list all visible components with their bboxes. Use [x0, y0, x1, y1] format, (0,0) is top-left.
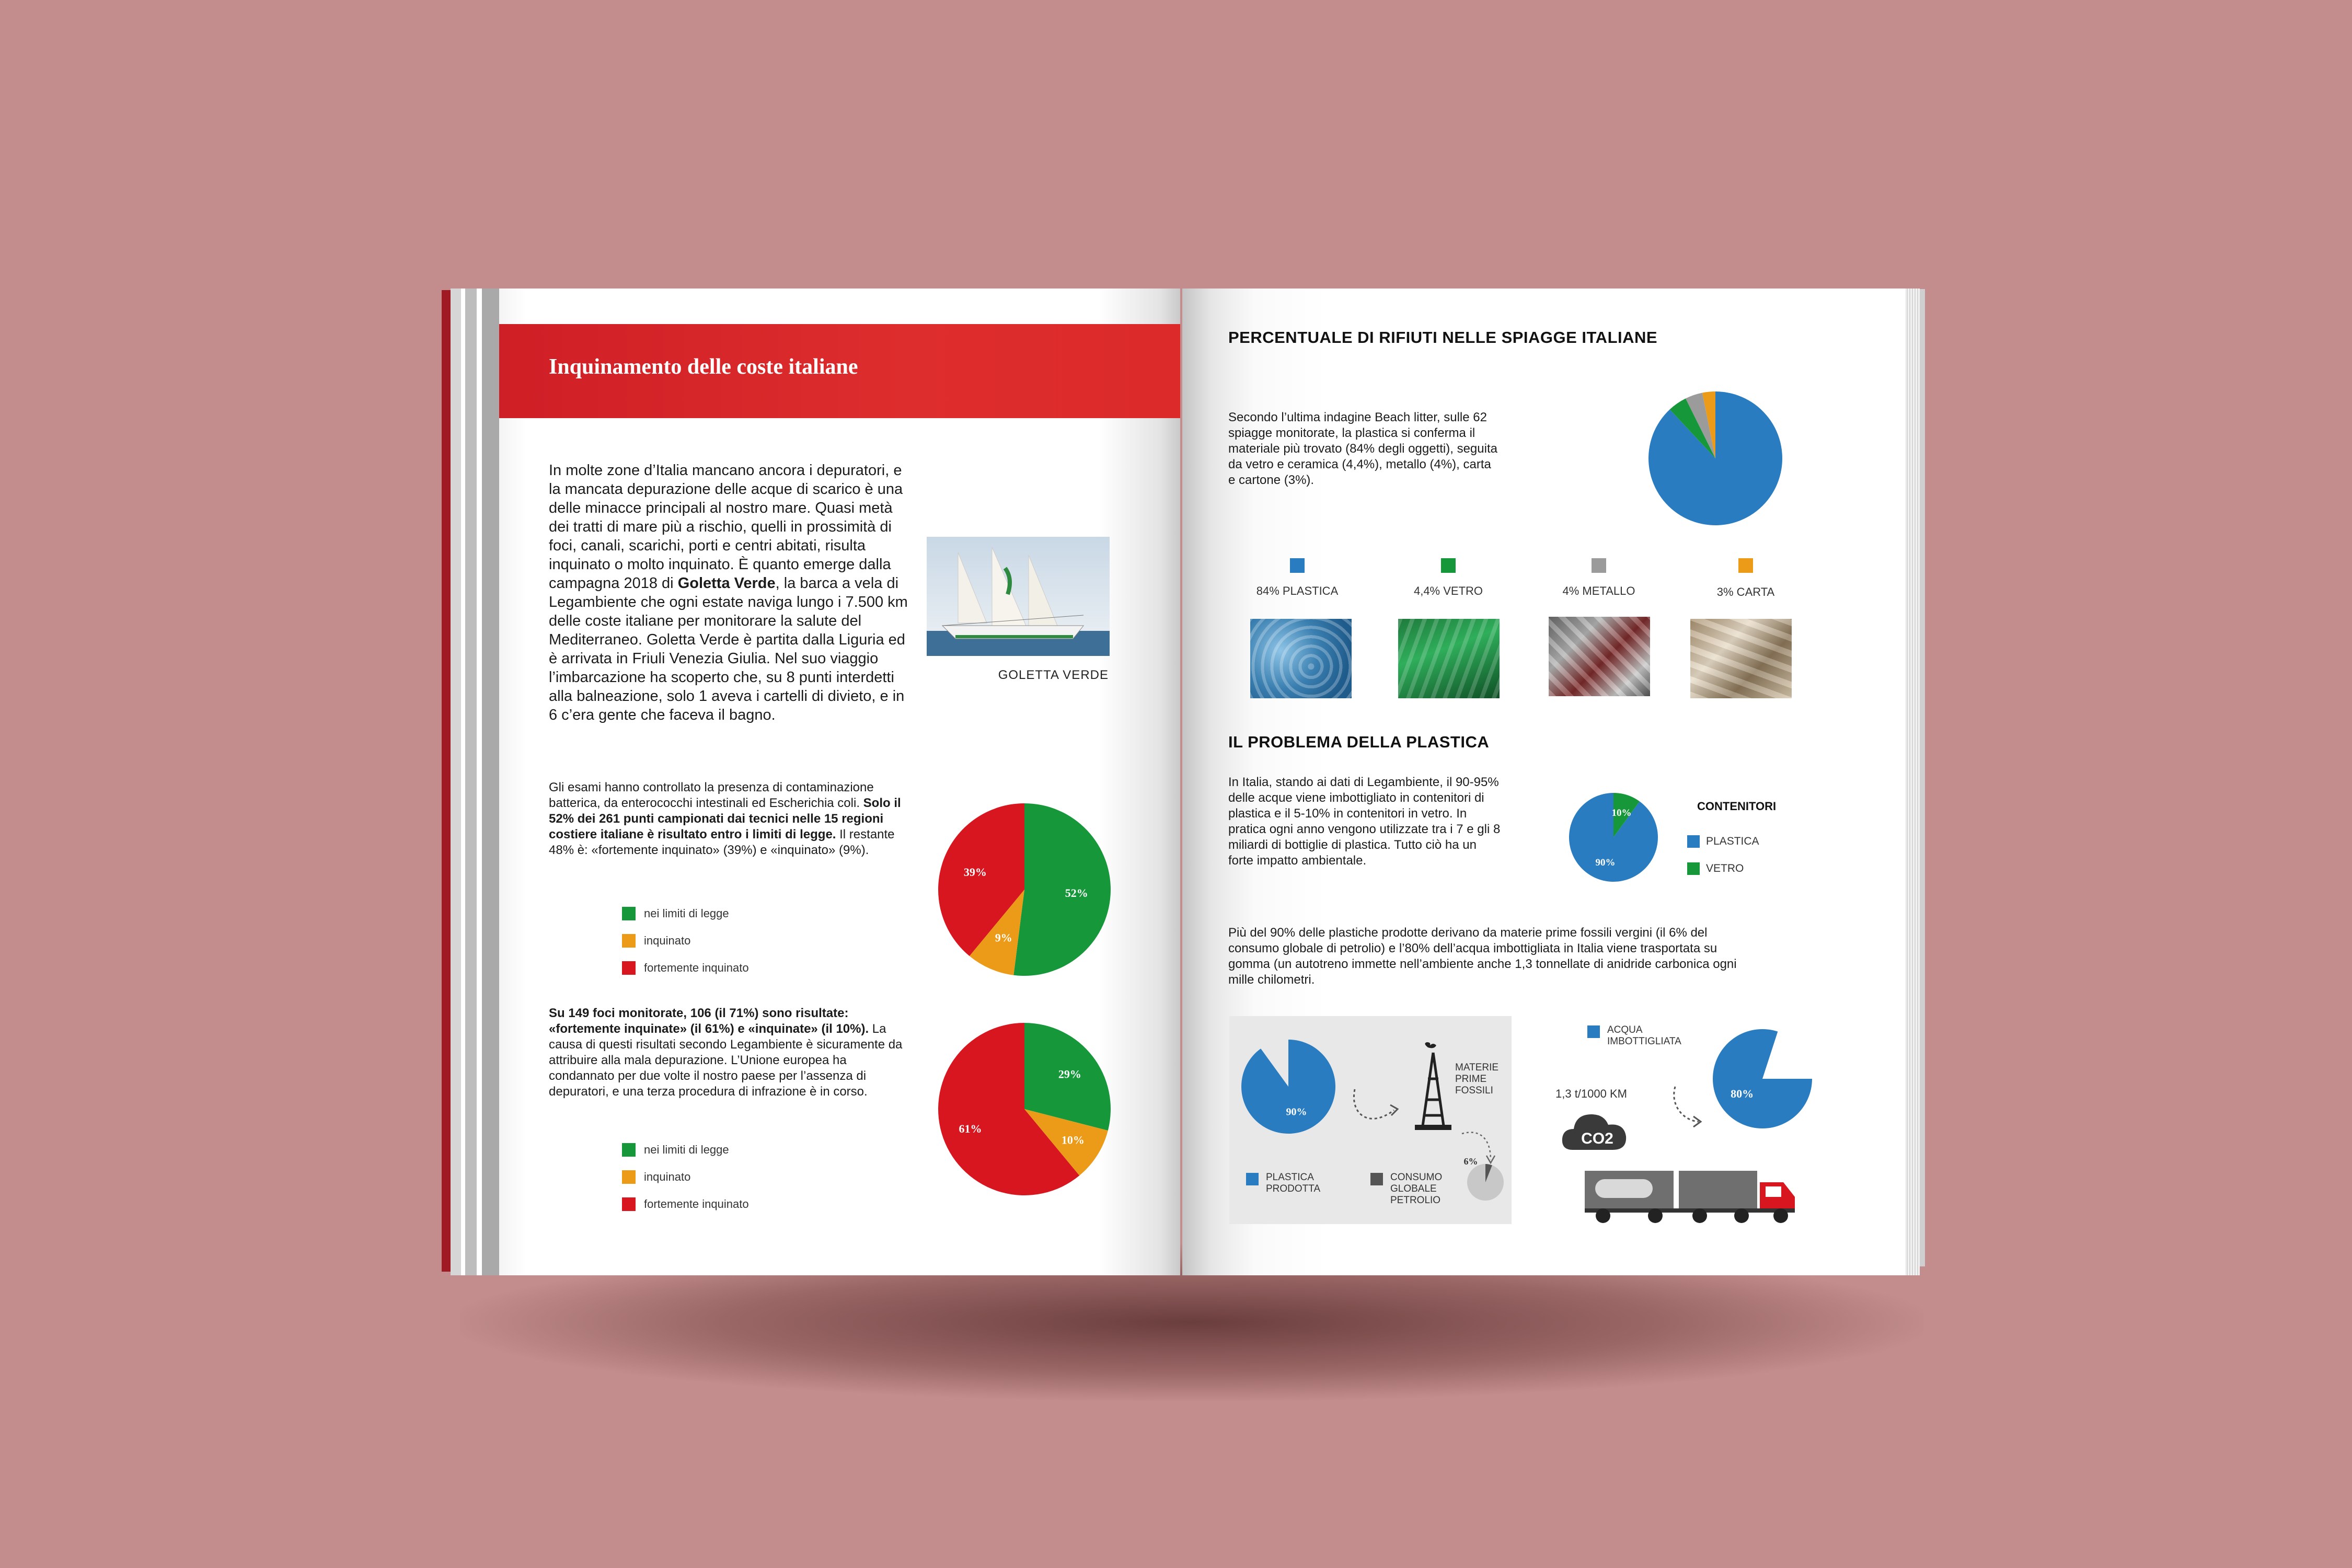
carta-photo — [1690, 619, 1792, 698]
pie-label: 29% — [1058, 1067, 1081, 1081]
curved-arrow-icon — [1350, 1084, 1402, 1131]
pie3-slices — [1569, 793, 1658, 882]
oil-derrick-icon — [1412, 1042, 1454, 1131]
pie-label: 52% — [1065, 886, 1088, 900]
pie-chart-acqua — [1710, 1027, 1815, 1131]
plastica-prodotta-label: PLASTICA PRODOTTA — [1266, 1172, 1321, 1194]
vetro-swatch-small — [1687, 862, 1700, 875]
intro-paragraph — [549, 461, 909, 724]
carta-swatch — [1738, 558, 1753, 573]
red-swatch — [622, 961, 636, 975]
pie4-slices — [1241, 1040, 1335, 1134]
intro-bold: Goletta Verde — [677, 575, 776, 592]
pie-label: 61% — [959, 1122, 982, 1135]
intro-text-a: In molte zone d’Italia mancano ancora i depuratori, e la mancata depurazione delle acque di scarico è una delle minacce principali al nostro mare. Quasi metà dei tratti di mare più a rischio, quelli in prossimità di foci, canali, scarichi, porti e centri abitati, risulta inquinato o molto inquinato. È quanto emerge dalla campagna 2018 di — [549, 462, 903, 592]
co2-rate-label: 1,3 t/1000 KM — [1555, 1087, 1627, 1100]
bacteria-bold: Solo il 52% dei 261 punti campionati dai tecnici nelle 15 regioni costiere italiane è risultato entro i limiti di legge. — [549, 796, 901, 841]
pie-chart-foci — [936, 1020, 1113, 1198]
pie-label: 10% — [1611, 808, 1632, 819]
consumo-label: CONSUMO GLOBALE PETROLIO — [1390, 1172, 1443, 1206]
metallo-photo — [1549, 617, 1650, 696]
infographic-box-left — [1229, 1016, 1512, 1224]
legend-foci — [622, 1136, 749, 1218]
pie1-slices — [938, 1023, 1111, 1195]
vetro-swatch — [1441, 558, 1456, 573]
legend-label: inquinato — [644, 1170, 691, 1183]
pie-slice-acqua-imbottigliata — [1713, 1029, 1812, 1128]
co2-text: CO2 — [1581, 1130, 1613, 1147]
pie5-labels — [1464, 1156, 1478, 1167]
title-banner — [499, 324, 1180, 418]
sailboat-image — [927, 537, 1110, 656]
plastica-texture — [1250, 619, 1352, 698]
curved-arrow-icon — [1667, 1084, 1709, 1131]
vetro-label: 4,4% VETRO — [1413, 584, 1483, 597]
contenitori-plastica-label: PLASTICA — [1706, 835, 1759, 847]
pie-label: 90% — [1595, 857, 1616, 869]
contenitori-vetro-label: VETRO — [1706, 862, 1744, 874]
legend-label: nei limiti di legge — [644, 907, 729, 920]
pie-chart-rifiuti — [1645, 388, 1786, 529]
legend-item — [622, 1163, 749, 1191]
acqua-swatch — [1587, 1025, 1600, 1038]
acqua-label: ACQUA IMBOTTIGLIATA — [1607, 1024, 1681, 1047]
foci-bold: Su 149 foci monitorate, 106 (il 71%) sono risultate: «fortemente inquinate» (il 61%) e «inquinate» (il 10%). — [549, 1006, 869, 1036]
contenitori-title: CONTENITORI — [1697, 800, 1777, 813]
gray-stripes — [461, 289, 499, 1275]
pie-label: 80% — [1731, 1087, 1754, 1100]
page-stack-left — [451, 289, 462, 1275]
pie-slice-plastica-prodotta — [1241, 1040, 1335, 1134]
photo-caption: GOLETTA VERDE — [998, 668, 1109, 682]
plastica-swatch-small — [1687, 835, 1700, 848]
pie-slice-nei-limiti-di-legge — [1013, 803, 1111, 976]
pie4-labels — [1286, 1106, 1307, 1118]
vetro-photo — [1398, 619, 1500, 698]
legend-item — [622, 1136, 749, 1163]
legend-label: nei limiti di legge — [644, 1143, 729, 1156]
truck-icon — [1579, 1165, 1799, 1227]
red-swatch — [622, 1197, 636, 1211]
plastica-swatch — [1290, 558, 1305, 573]
fossili-paragraph: Più del 90% delle plastiche prodotte derivano da materie prime fossili vergini (il 6% del consumo globale di petrolio) e l’80% dell’acqua imbottigliata in Italia viene trasportata su gomma (un autotreno immette nell’ambiente anche 1,3 tonnellate di anidride carbonica ogni mille chilometri. — [1228, 926, 1737, 987]
pie-chart-punti — [936, 801, 1113, 978]
legend-item — [622, 927, 749, 954]
bacteria-text-b: Il restante 48% è: «fortemente inquinato» (39%) e «inquinato» (9%). — [549, 827, 895, 857]
co2-cloud-icon — [1560, 1108, 1638, 1160]
materie-label: MATERIE PRIME FOSSILI — [1455, 1062, 1499, 1096]
legend-label: inquinato — [644, 934, 691, 947]
legend-item — [622, 900, 749, 927]
orange-swatch — [622, 934, 636, 948]
vetro-texture — [1398, 619, 1500, 698]
legend-item — [622, 954, 749, 982]
metallo-swatch — [1592, 558, 1606, 573]
foci-paragraph — [549, 1006, 904, 1100]
left-page — [499, 289, 1180, 1275]
pie5-slices — [1467, 1164, 1504, 1201]
bacteria-text-a: Gli esami hanno controllato la presenza di contaminazione batterica, da enterococchi intestinali ed Escherichia coli. — [549, 780, 874, 810]
page-stack-right-outer — [1920, 289, 1925, 1266]
beach-litter-paragraph: Secondo l’ultima indagine Beach litter, sulle 62 spiagge monitorate, la plastica si conferma il materiale più trovato (84% degli oggetti), seguita da vetro e ceramica (4,4%), metallo (4%), carta e cartone (3%). — [1228, 410, 1497, 487]
heading-plastica: IL PROBLEMA DELLA PLASTICA — [1228, 733, 1490, 751]
pie-label: 39% — [963, 865, 987, 879]
green-swatch — [622, 907, 636, 920]
metallo-label: 4% METALLO — [1562, 584, 1635, 597]
foci-text: La causa di questi risultati secondo Legambiente è sicuramente da attribuire alla mala depurazione. L’Unione europea ha condannato per due volte il nostro paese per l’assenza di depuratori, e una terza procedura di infrazione è in corso. — [549, 1022, 903, 1099]
carta-texture — [1690, 619, 1792, 698]
right-page — [1182, 289, 1905, 1275]
goletta-verde-photo — [927, 537, 1110, 656]
legend-label: fortemente inquinato — [644, 961, 749, 974]
green-swatch — [622, 1143, 636, 1157]
pie6-slices — [1713, 1029, 1812, 1128]
intro-text-b: , la barca a vela di Legambiente che ogni estate naviga lungo i 7.500 km delle coste italiane per monitorare la salute del Mediterraneo. Goletta Verde è partita dalla Liguria ed è arrivata in Friuli Venezia Giulia. Nel suo viaggio l’imbarcazione ha scoperto che, su 8 punti interdetti alla balneazione, solo 1 aveva i cartelli di divieto, e in 6 c’era gente che faceva il bagno. — [549, 575, 908, 723]
pie-label: 10% — [1061, 1133, 1085, 1147]
legend-label: fortemente inquinato — [644, 1197, 749, 1210]
legend-item — [622, 1191, 749, 1218]
carta-label: 3% CARTA — [1716, 585, 1775, 598]
bacteria-paragraph — [549, 780, 904, 858]
page-stack-right — [1905, 289, 1920, 1275]
pie-label: 6% — [1463, 1156, 1478, 1167]
pie-chart-petrolio — [1459, 1156, 1512, 1208]
plastica-label: 84% PLASTICA — [1256, 584, 1339, 597]
pie-chart-contenitori — [1566, 790, 1661, 884]
plastica-paragraph: In Italia, stando ai dati di Legambiente, il 90-95% delle acque viene imbottigliato in contenitori di plastica e il 5-10% in contenitori in vetro. In pratica ogni anno vengono utilizzate tra i 7 e gli 8 miliardi di bottiglie di plastica. Tutto ciò ha un forte impatto ambientale. — [1228, 775, 1501, 868]
pie2-slices — [1648, 391, 1782, 525]
orange-swatch — [622, 1170, 636, 1184]
metallo-texture — [1549, 617, 1650, 696]
pie6-labels — [1731, 1087, 1754, 1100]
plastica-photo — [1250, 619, 1352, 698]
heading-rifiuti: PERCENTUALE DI RIFIUTI NELLE SPIAGGE ITALIANE — [1228, 328, 1658, 347]
pie-label: 90% — [1286, 1106, 1307, 1118]
page-title: Inquinamento delle coste italiane — [549, 355, 858, 379]
plastica-prodotta-swatch — [1246, 1173, 1259, 1185]
consumo-swatch — [1370, 1173, 1383, 1185]
legend-punti — [622, 900, 749, 982]
pie-label: 9% — [995, 931, 1012, 944]
pie-chart-plastica-prodotta — [1239, 1037, 1338, 1136]
